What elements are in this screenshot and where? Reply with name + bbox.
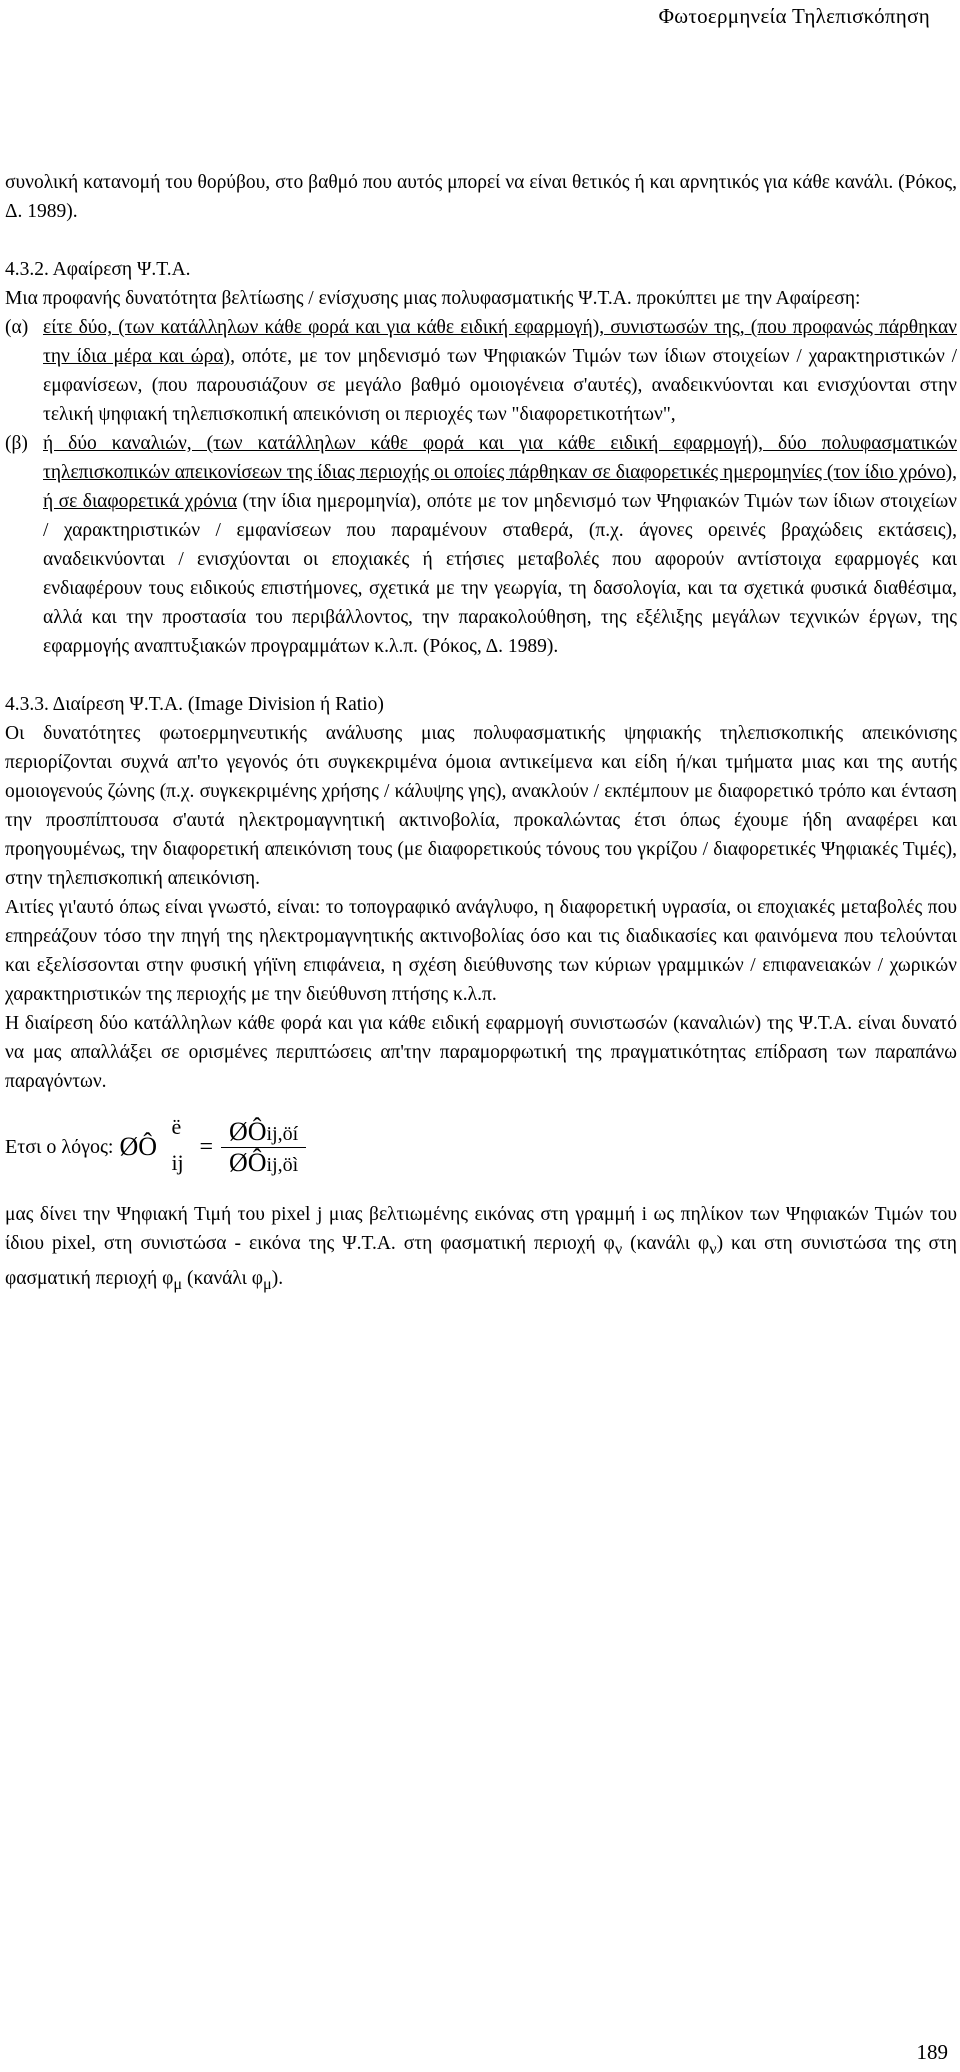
running-header: Φωτοερμηνεία Τηλεπισκόπηση (658, 4, 930, 28)
page-body (5, 168, 957, 1299)
subscript: ν (709, 1239, 717, 1258)
list-item-text (43, 429, 957, 661)
page-number: 189 (916, 2040, 948, 2064)
lhs-superscript: ë (171, 1114, 182, 1139)
text-run: μας δίνει την Ψηφιακή Τιμή του pixel j μιας βελτιωμένης εικόνας στη γραμμή i ως πηλίκον των Ψηφιακών Τιμών του ίδιου pixel, στη συνιστώσα - εικόνα της Ψ.Τ.Α. στη φασματική περιοχή φ (5, 1204, 957, 1254)
ratio-equation (5, 1098, 957, 1196)
paragraph (5, 1200, 957, 1299)
lhs-symbol: ØÔ (119, 1132, 157, 1161)
list-item-text (43, 313, 957, 429)
denominator-subscript: ij,ö (266, 1153, 293, 1176)
list-item-label: (α) (5, 317, 29, 338)
paragraph: Αιτίες γι'αυτό όπως είναι γνωστό, είναι: το τοπογραφικό ανάγλυφο, η διαφορετική υγρασία, οι εποχιακές μεταβολές που επηρεάζουν τόσο την πηγή της ηλεκτρομαγνητικής ακτινοβολίας όσο και τις διαδικασίες και φαινόμενα που τελούνται και εξελίσσονται στην φυσική γήϊνη επιφάνεια, η σχέση διεύθυνσης των κύριων γραμμικών / επιφανειακών / χωρικών χαρακτηριστικών της περιοχής με την διεύθυνση πτήσης κ.λ.π. (5, 897, 957, 1005)
denominator-subscript-2: ì (292, 1153, 299, 1176)
section-heading-4-3-3: 4.3.3. Διαίρεση Ψ.Τ.Α. (Image Division ή Ratio) (5, 694, 384, 715)
list-item-a (5, 313, 957, 429)
equation-lhs (119, 1112, 189, 1182)
item-text: (την ίδια ημερομηνία), οπότε με τον μηδενισμό των Ψηφιακών Τιμών των ίδιων στοιχείων / χαρακτηριστικών / εμφανίσεων που παραμένουν σταθερά, (π.χ. άγονες ορεινές βραχώδεις εκτάσεις), αναδεικνύονται / ενισχύονται οι εποχιακές ή ετήσιες μεταβολές που αφορούν αντίστοιχα εφαρμογές και ενδιαφέρουν τους ειδικούς επιστήμονες, σχετικά με την γεωργία, τη δασολογία, και τα σχετικά φυσικά διαθέσιμα, αλλά και την προστασία του περιβάλλοντος, την παρακολούθηση, της εξέλιξης μεγάλων τεχνικών έργων, της εφαρμογής αναπτυξιακών προγραμμάτων κ.λ.π. (Ρόκος, Δ. 1989). (43, 491, 957, 657)
denominator (221, 1148, 306, 1178)
subscript: ν (614, 1239, 623, 1258)
numerator-subscript: ij,ö (266, 1122, 293, 1145)
equals-sign: = (199, 1133, 213, 1160)
list-item-label: (β) (5, 433, 28, 454)
spacer (5, 226, 957, 255)
spacer (5, 661, 957, 690)
section-4-3-2-intro: Μια προφανής δυνατότητα βελτίωσης / ενίσχυσης μιας πολυφασματικής Ψ.Τ.Α. προκύπτει με την Αφαίρεση: (5, 288, 861, 309)
numerator (221, 1117, 306, 1147)
intro-paragraph: συνολική κατανομή του θορύβου, στο βαθμό που αυτός μπορεί να είναι θετικός ή και αρνητικός για κάθε κανάλι. (Ρόκος, Δ. 1989). (5, 172, 957, 222)
subscript: μ (173, 1274, 183, 1293)
list-item-b (5, 429, 957, 661)
text-run: ). (271, 1267, 284, 1289)
denominator-symbol: ØÔ (228, 1147, 267, 1177)
subscript: μ (262, 1274, 272, 1293)
fraction (221, 1117, 306, 1178)
paragraph: Οι δυνατότητες φωτοερμηνευτικής ανάλυσης μιας πολυφασματικής ψηφιακής τηλεπισκοπικής απεικόνισης περιορίζονται συχνά απ'το γεγονός ότι συγκεκριμένα όμοια αντικείμενα και είδη ή/και τμήματα μιας και της αυτής ομοιογενούς ζώνης (π.χ. συγκεκριμένης χρήσης / κάλυψης γης), ανακλούν / εκπέμπουν με διαφορετικό τρόπο και ένταση την προσπίπτουσα σ'αυτά ηλεκτρομαγνητική ακτινοβολία, προκαλώντας έτσι όπως έχουμε ήδη αναφέρει και προηγουμένως, την διαφορετική απεικόνιση τους (με διαφορετικούς τόνους του γκρίζου / διαφορετικές Ψηφιακές Τιμές), στην τηλεπισκοπική απεικόνιση. (5, 723, 957, 889)
section-heading-4-3-2: 4.3.2. Αφαίρεση Ψ.Τ.Α. (5, 259, 191, 280)
numerator-subscript-2: í (292, 1122, 299, 1145)
text-run: (κανάλι φ (622, 1233, 710, 1254)
equation-prefix: Ετσι ο λόγος: (5, 1135, 114, 1158)
text-run: ) και στη συνιστώσα της στη φασματική περιοχή φ (5, 1233, 958, 1289)
underlined-text: ή δύο καναλιών, (των κατάλληλων κάθε φορά και για κάθε ειδική εφαρμογή), δύο πολυφασματικών τηλεπισκοπικών απεικονίσεων της ίδιας περιοχής οι οποίες πάρθηκαν σε διαφορετικές ημερομηνίες (τον ίδιο χρόνο), ή σε διαφορετικά χρόνια (43, 433, 957, 512)
item-text: , οπότε, με τον μηδενισμό των Ψηφιακών Τιμών των ίδιων στοιχείων / χαρακτηριστικών / εμφανίσεων, (που παρουσιάζουν σε μεγάλο βαθμό ομοιογένεια σ'αυτές), αναδεικνύονται και ενισχύονται στην τελική ψηφιακή τηλεπισκοπική απεικόνιση οι περιοχές των "διαφορετικοτήτων", (43, 346, 958, 425)
paragraph: Η διαίρεση δύο κατάλληλων κάθε φορά και για κάθε ειδική εφαρμογή συνιστωσών (καναλιών) της Ψ.Τ.Α. είναι δυνατό να μας απαλλάξει σε ορισμένες περιπτώσεις απ'την παραμορφωτική της πραγματικότητας επίδραση των παραπάνω παραγόντων. (5, 1013, 957, 1092)
lhs-subscript: ij (171, 1150, 184, 1175)
numerator-symbol: ØÔ (228, 1116, 267, 1146)
text-run: (κανάλι φ (182, 1267, 263, 1289)
underlined-text: είτε δύο, (των κατάλληλων κάθε φορά και για κάθε ειδική εφαρμογή), συνιστωσών της, (που προφανώς πάρθηκαν την ίδια μέρα και ώρα) (43, 317, 957, 367)
